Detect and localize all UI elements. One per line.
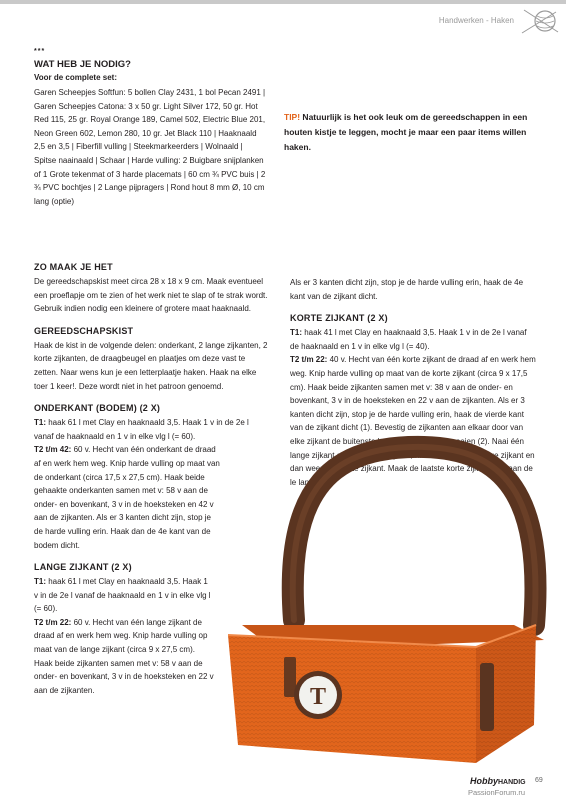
handle-mount-plate xyxy=(480,663,494,731)
crochet-basket-illustration xyxy=(214,425,566,770)
section-continuation xyxy=(290,276,536,303)
section-title: KORTE ZIJKANT (2 X) xyxy=(290,313,388,324)
round-text: 60 v. Hecht van één lange zijkant de draad af en werk hem weg. Knip harde vulling op maat van de lange zijkant (circa 9 x 27,5 cm). Haak beide zijkanten samen met v: 58 v aan de onder- en bovenkant, 3 v in de hoeksteken en 22 v aan de zijkanten. xyxy=(34,617,214,695)
materials-subtitle: Voor de complete set: xyxy=(34,73,117,82)
tip-box xyxy=(284,110,528,155)
materials-title: WAT HEB JE NODIG? xyxy=(34,59,131,70)
round-2 xyxy=(34,616,214,698)
round-label: T1: xyxy=(34,418,46,428)
section-toolbox xyxy=(34,326,270,393)
page-number: 69 xyxy=(535,777,543,784)
section-title: LANGE ZIJKANT (2 X) xyxy=(34,562,132,573)
section-long-side xyxy=(34,562,214,697)
watermark: PassionForum.ru xyxy=(468,788,526,797)
brand-name: Hobby xyxy=(470,776,498,786)
round-1 xyxy=(290,326,536,353)
section-asterisks: *** xyxy=(34,48,46,55)
round-label: T2 t/m 22: xyxy=(34,617,72,627)
round-label: T2 t/m 42: xyxy=(34,445,72,455)
section-text: Haak de kist in de volgende delen: onderkant, 2 lange zijkanten, 2 korte zijkanten, de draagbeugel en plaatjes om deze vast te zetten. Naar wens kun je een letterplaatje haken. Haak na elke toer 1 keer!. Deze wordt niet in het patroon genoemd. xyxy=(34,340,268,391)
round-text: 60 v. Hecht van één onderkant de draad af en werk hem weg. Knip harde vulling op maat van de onderkant (circa 17,5 x 27,5 cm). Haak beide gehaakte onderkanten samen met v: 58 v aan de onder- en bovenkant, 3 v in de hoeksteken en 42 v aan de zijkanten. Als er 3 kanten dicht zijn, stop je de harde vulling erin. Haak dan de 4e kant van de bodem dicht. xyxy=(34,445,220,550)
section-label: Handwerken - Haken xyxy=(438,16,514,25)
round-text: haak 61 l met Clay en haaknaald 3,5. Haak 1 v in de 2e l vanaf de haaknaald en 1 v in elke vlg l (= 60). xyxy=(34,577,211,614)
round-text: 40 v. Hecht van één korte zijkant de draad af en werk hem weg. Knip harde vulling op maat van de korte zijkant (circa 9 x 17,5 cm). Haak beide zijkanten samen met v: 38 v aan de onder- en bovenkant, 3 v in de hoeksteken en 22 v aan de zijkanten. Als er 3 kanten dicht zijn, stop je de harde vulling erin, haak de vierde kant van de zijkant dicht (1). Bevestig de zijkanten aan elkaar door van elke zijkant de buitenste lussen aan elkaar te naaien (2). Naai één lange zijkant aan een korte zijkant, hieraan komt een lange zijkant en dan weer een korte zijkant. Maak de laatste korte zijkant vast aan de le lange >> xyxy=(290,355,536,487)
header-rule xyxy=(0,0,566,4)
section-title: ZO MAAK JE HET xyxy=(34,262,113,272)
section-text: Als er 3 kanten dicht zijn, stop je de harde vulling erin, haak de 4e kant van de zijkant dicht. xyxy=(290,278,524,301)
round-text: haak 61 l met Clay en haaknaald 3,5. Haak 1 v in de 2e l vanaf de haaknaald en 1 v in elke vlg l (= 60). xyxy=(34,418,249,441)
yarn-ball-icon xyxy=(516,6,560,36)
handle-highlight xyxy=(293,447,536,625)
tip-label: TIP! xyxy=(284,112,301,122)
brand-suffix: HANDIG xyxy=(498,779,526,786)
round-2 xyxy=(34,443,220,552)
footer-brand xyxy=(470,776,526,786)
section-title: ONDERKANT (BODEM) (2 X) xyxy=(34,403,161,414)
round-label: T1: xyxy=(290,328,302,338)
section-title: GEREEDSCHAPSKIST xyxy=(34,325,134,336)
round-1 xyxy=(34,575,214,616)
tip-text: Natuurlijk is het ook leuk om de gereedschappen in een houten kistje te leggen, mocht je maar een paar items willen haken. xyxy=(284,112,528,152)
section-how xyxy=(34,262,270,316)
badge-letter: T xyxy=(309,684,327,710)
round-text: haak 41 l met Clay en haaknaald 3,5. Haak 1 v in de 2e l vanaf de haaknaald en 1 v in elke vlg l (= 40). xyxy=(290,328,527,351)
letter-badge xyxy=(294,671,342,719)
materials-list: Garen Scheepjes Softfun: 5 bollen Clay 2431, 1 bol Pecan 2491 | Garen Scheepjes Catona: 3 x 50 gr. Light Silver 172, 50 gr. Hot Red 115, 25 gr. Royal Orange 189, Camel 502, Electric Blue 201, Neon Green 602, Lemon 280, 10 gr. Jet Black 110 | Haaknaald 2,5 en 3,5 | Fiberfill vulling | Steekmarkeerders | Wolnaald | Spitse naainaald | Schaar | Harde vulling: 2 Buigbare snijplanken of 1 Grote tekenmat of 3 harde placemats | 60 cm ¾ PVC buis | 2 ¾ PVC bochtjes | 2 Lange pijpragers | Rond hout 8 mm Ø, 10 cm lang (optie) xyxy=(34,88,266,206)
section-text: De gereedschapskist meet circa 28 x 18 x 9 cm. Maak eventueel een proeflapje om te zien of het werk niet te slap of te strak wordt. Gebruik indien nodig een kleinere of grotere maat haaknaald. xyxy=(34,277,268,314)
round-label: T2 t/m 22: xyxy=(290,355,328,365)
round-label: T1: xyxy=(34,577,46,587)
